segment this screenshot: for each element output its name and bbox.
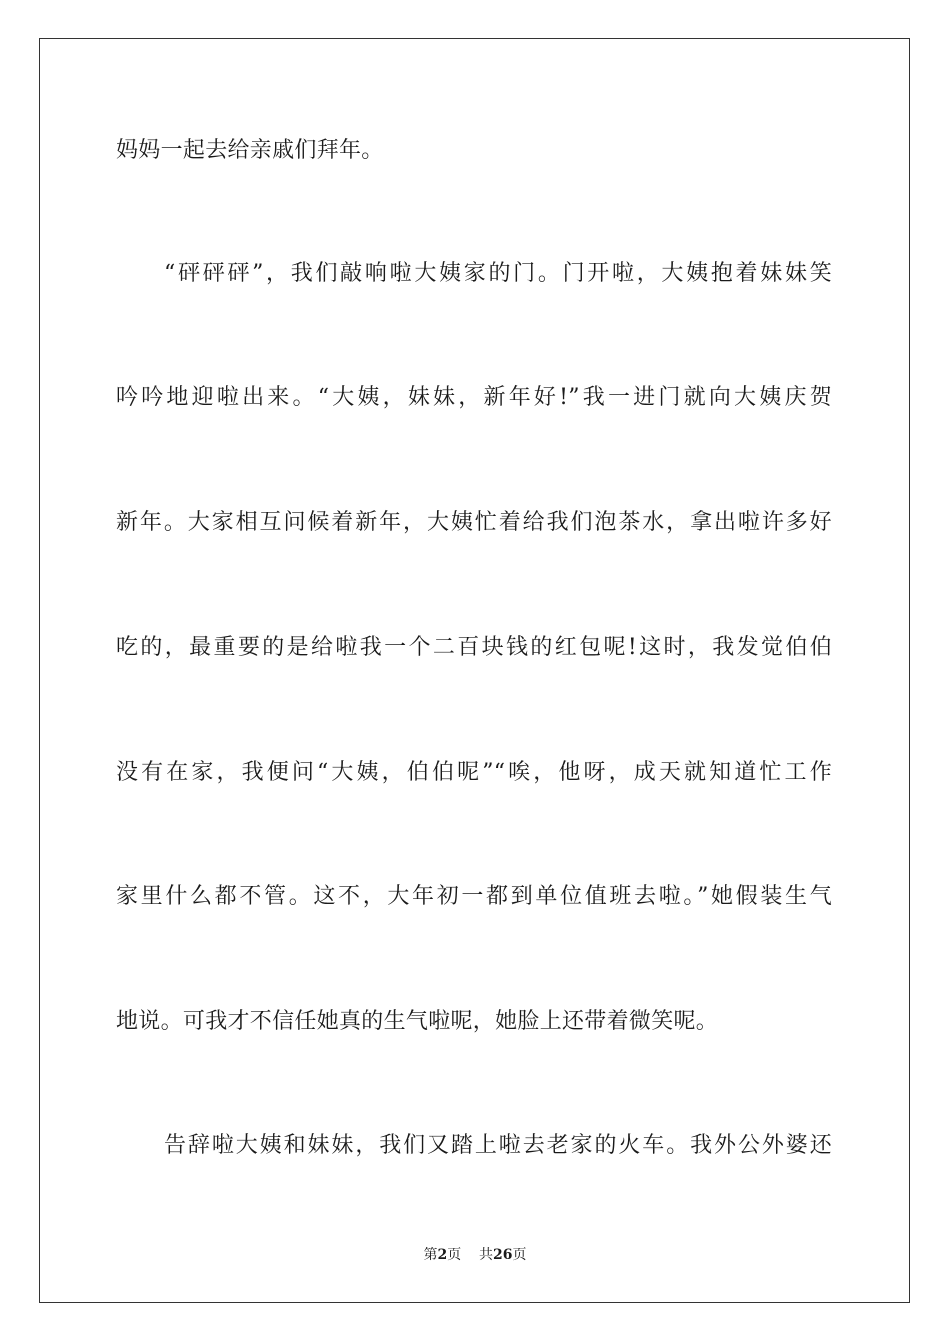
paragraph-line-8: 地说。可我才不信任她真的生气啦呢，她脸上还带着微笑呢。 (116, 1009, 719, 1034)
page-number: 2 (437, 1247, 448, 1263)
paragraph-line-6: 没有在家，我便问“大姨，伯伯呢”“唉，他呀，成天就知道忙工作 (116, 760, 832, 785)
page-suffix: 页 (447, 1247, 462, 1263)
total-prefix: 共 (479, 1247, 494, 1263)
paragraph-line-2: “砰砰砰”，我们敲响啦大姨家的门。门开啦，大姨抱着妹妹笑 (164, 261, 832, 286)
total-suffix: 页 (512, 1247, 527, 1263)
paragraph-line-3: 吟吟地迎啦出来。“大姨，妹妹，新年好!”我一进门就向大姨庆贺 (116, 385, 832, 410)
paragraph-line-5: 吃的，最重要的是给啦我一个二百块钱的红包呢!这时，我发觉伯伯 (116, 635, 832, 660)
paragraph-line-9: 告辞啦大姨和妹妹，我们又踏上啦去老家的火车。我外公外婆还 (164, 1133, 832, 1158)
page-footer (0, 1246, 950, 1264)
total-pages: 26 (493, 1247, 513, 1263)
page-border (39, 38, 910, 1303)
page-prefix: 第 (423, 1247, 438, 1263)
paragraph-line-4: 新年。大家相互问候着新年，大姨忙着给我们泡茶水，拿出啦许多好 (116, 510, 832, 535)
paragraph-line-7: 家里什么都不管。这不，大年初一都到单位值班去啦。”她假装生气 (116, 884, 832, 909)
paragraph-line-1: 妈妈一起去给亲戚们拜年。 (116, 138, 384, 163)
